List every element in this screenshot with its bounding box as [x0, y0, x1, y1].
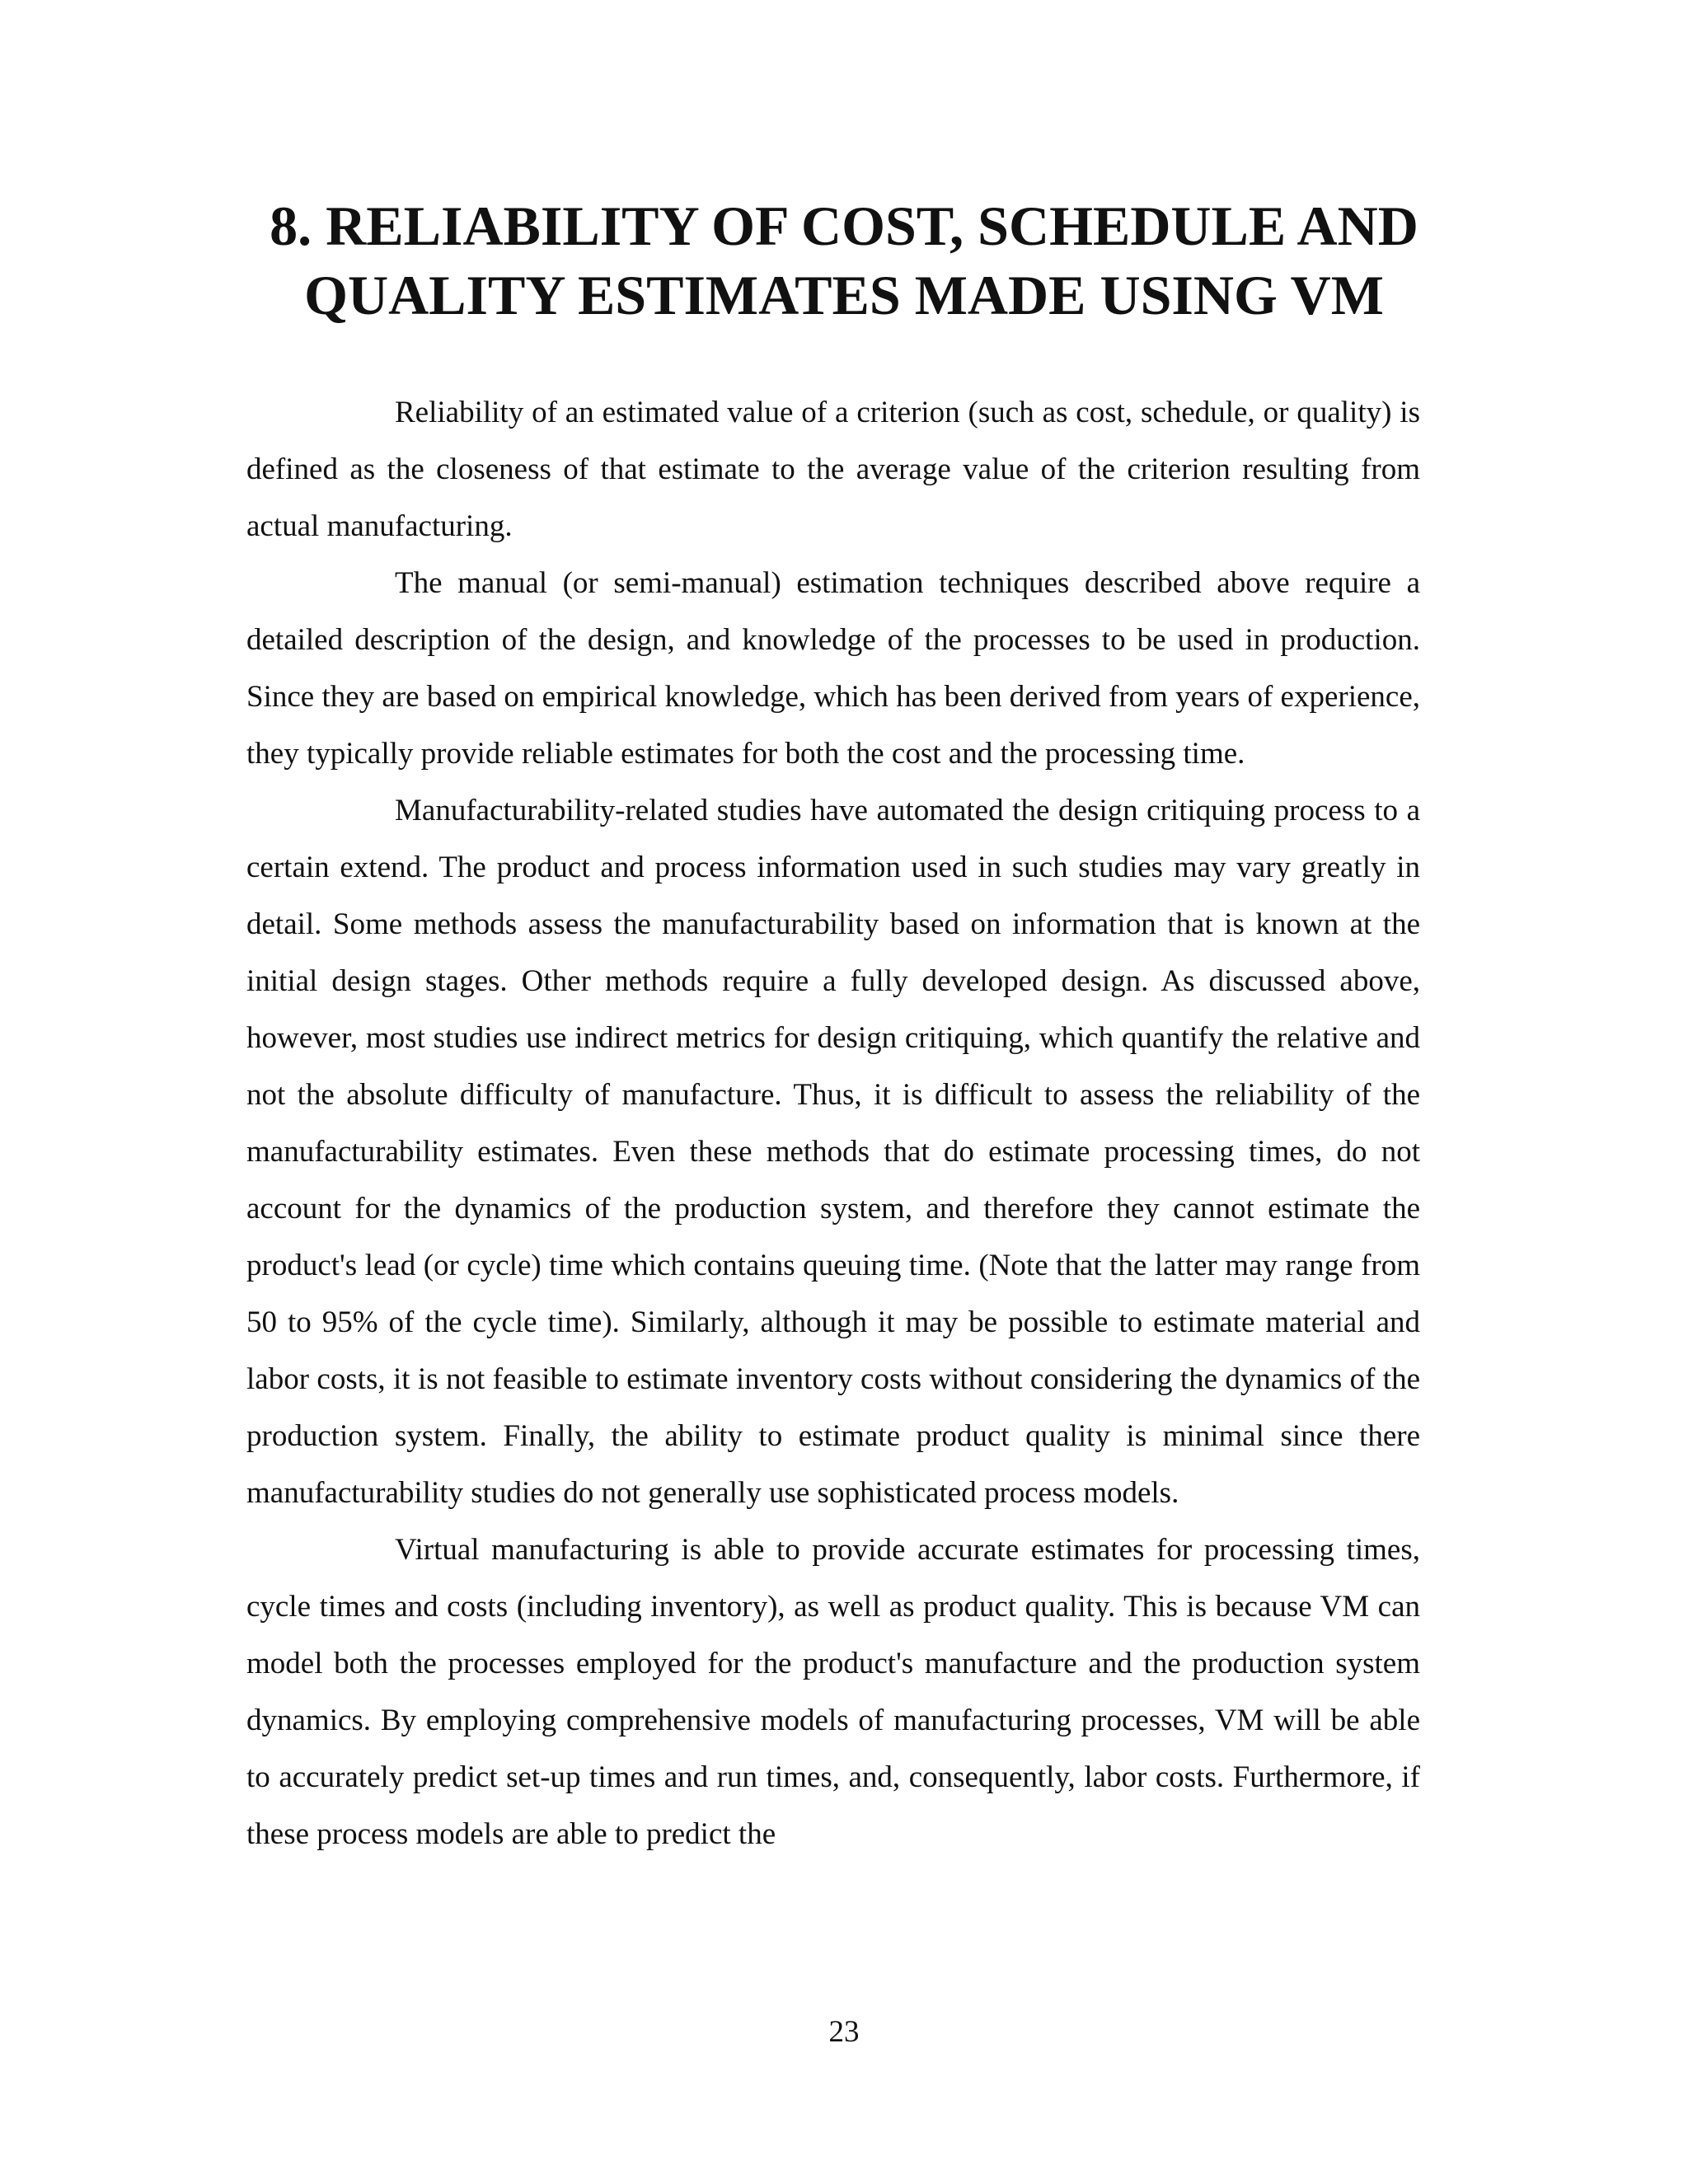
chapter-title-line-1: 8. RELIABILITY OF COST, SCHEDULE AND — [270, 194, 1418, 257]
paragraph-virtual-manufacturing: Virtual manufacturing is able to provide accurate estimates for processing times, cycle times and costs (including inventory), as well as product quality. This is because VM can model both the processes employed for the product's manufacture and the production system dynamics. By employing comprehensive models of manufacturing processes, VM will be able to accurately predict set-up times and run times, and, consequently, labor costs. Furthermore, if these process models are able to predict the — [246, 1533, 1420, 1851]
paragraph-manual-estimation: The manual (or semi-manual) estimation techniques described above require a detailed description of the design, and knowledge of the processes to be used in production. Since they are based on empirical knowledge, which has been derived from years of experience, they typically provide reliable estimates for both the cost and the processing time. — [246, 566, 1420, 771]
paragraph-manufacturability-studies: Manufacturability-related studies have automated the design critiquing process to a certain extend. The product and process information used in such studies may vary greatly in detail. Some methods assess the manufacturability based on information that is known at the initial design stages. Other methods require a fully developed design. As discussed above, however, most studies use indirect metrics for design critiquing, which quantify the relative and not the absolute difficulty of manufacture. Thus, it is difficult to assess the reliability of the manufacturability estimates. Even these methods that do estimate processing times, do not account for the dynamics of the production system, and therefore they cannot estimate the product's lead (or cycle) time which contains queuing time. (Note that the latter may range from 50 to 95% of the cycle time). Similarly, although it may be possible to estimate material and labor costs, it is not feasible to estimate inventory costs without considering the dynamics of the production system. Finally, the ability to estimate product quality is minimal since there manufacturability studies do not generally use sophisticated process models. — [246, 794, 1420, 1510]
page-number: 23 — [828, 2015, 860, 2049]
chapter-title — [214, 191, 1474, 330]
paragraph-reliability-definition: Reliability of an estimated value of a criterion (such as cost, schedule, or quality) is defined as the closeness of that estimate to the average value of the criterion resulting from actual manufacturing. — [246, 396, 1420, 543]
chapter-title-line-2: QUALITY ESTIMATES MADE USING VM — [304, 264, 1384, 326]
body-text — [246, 384, 1420, 1863]
